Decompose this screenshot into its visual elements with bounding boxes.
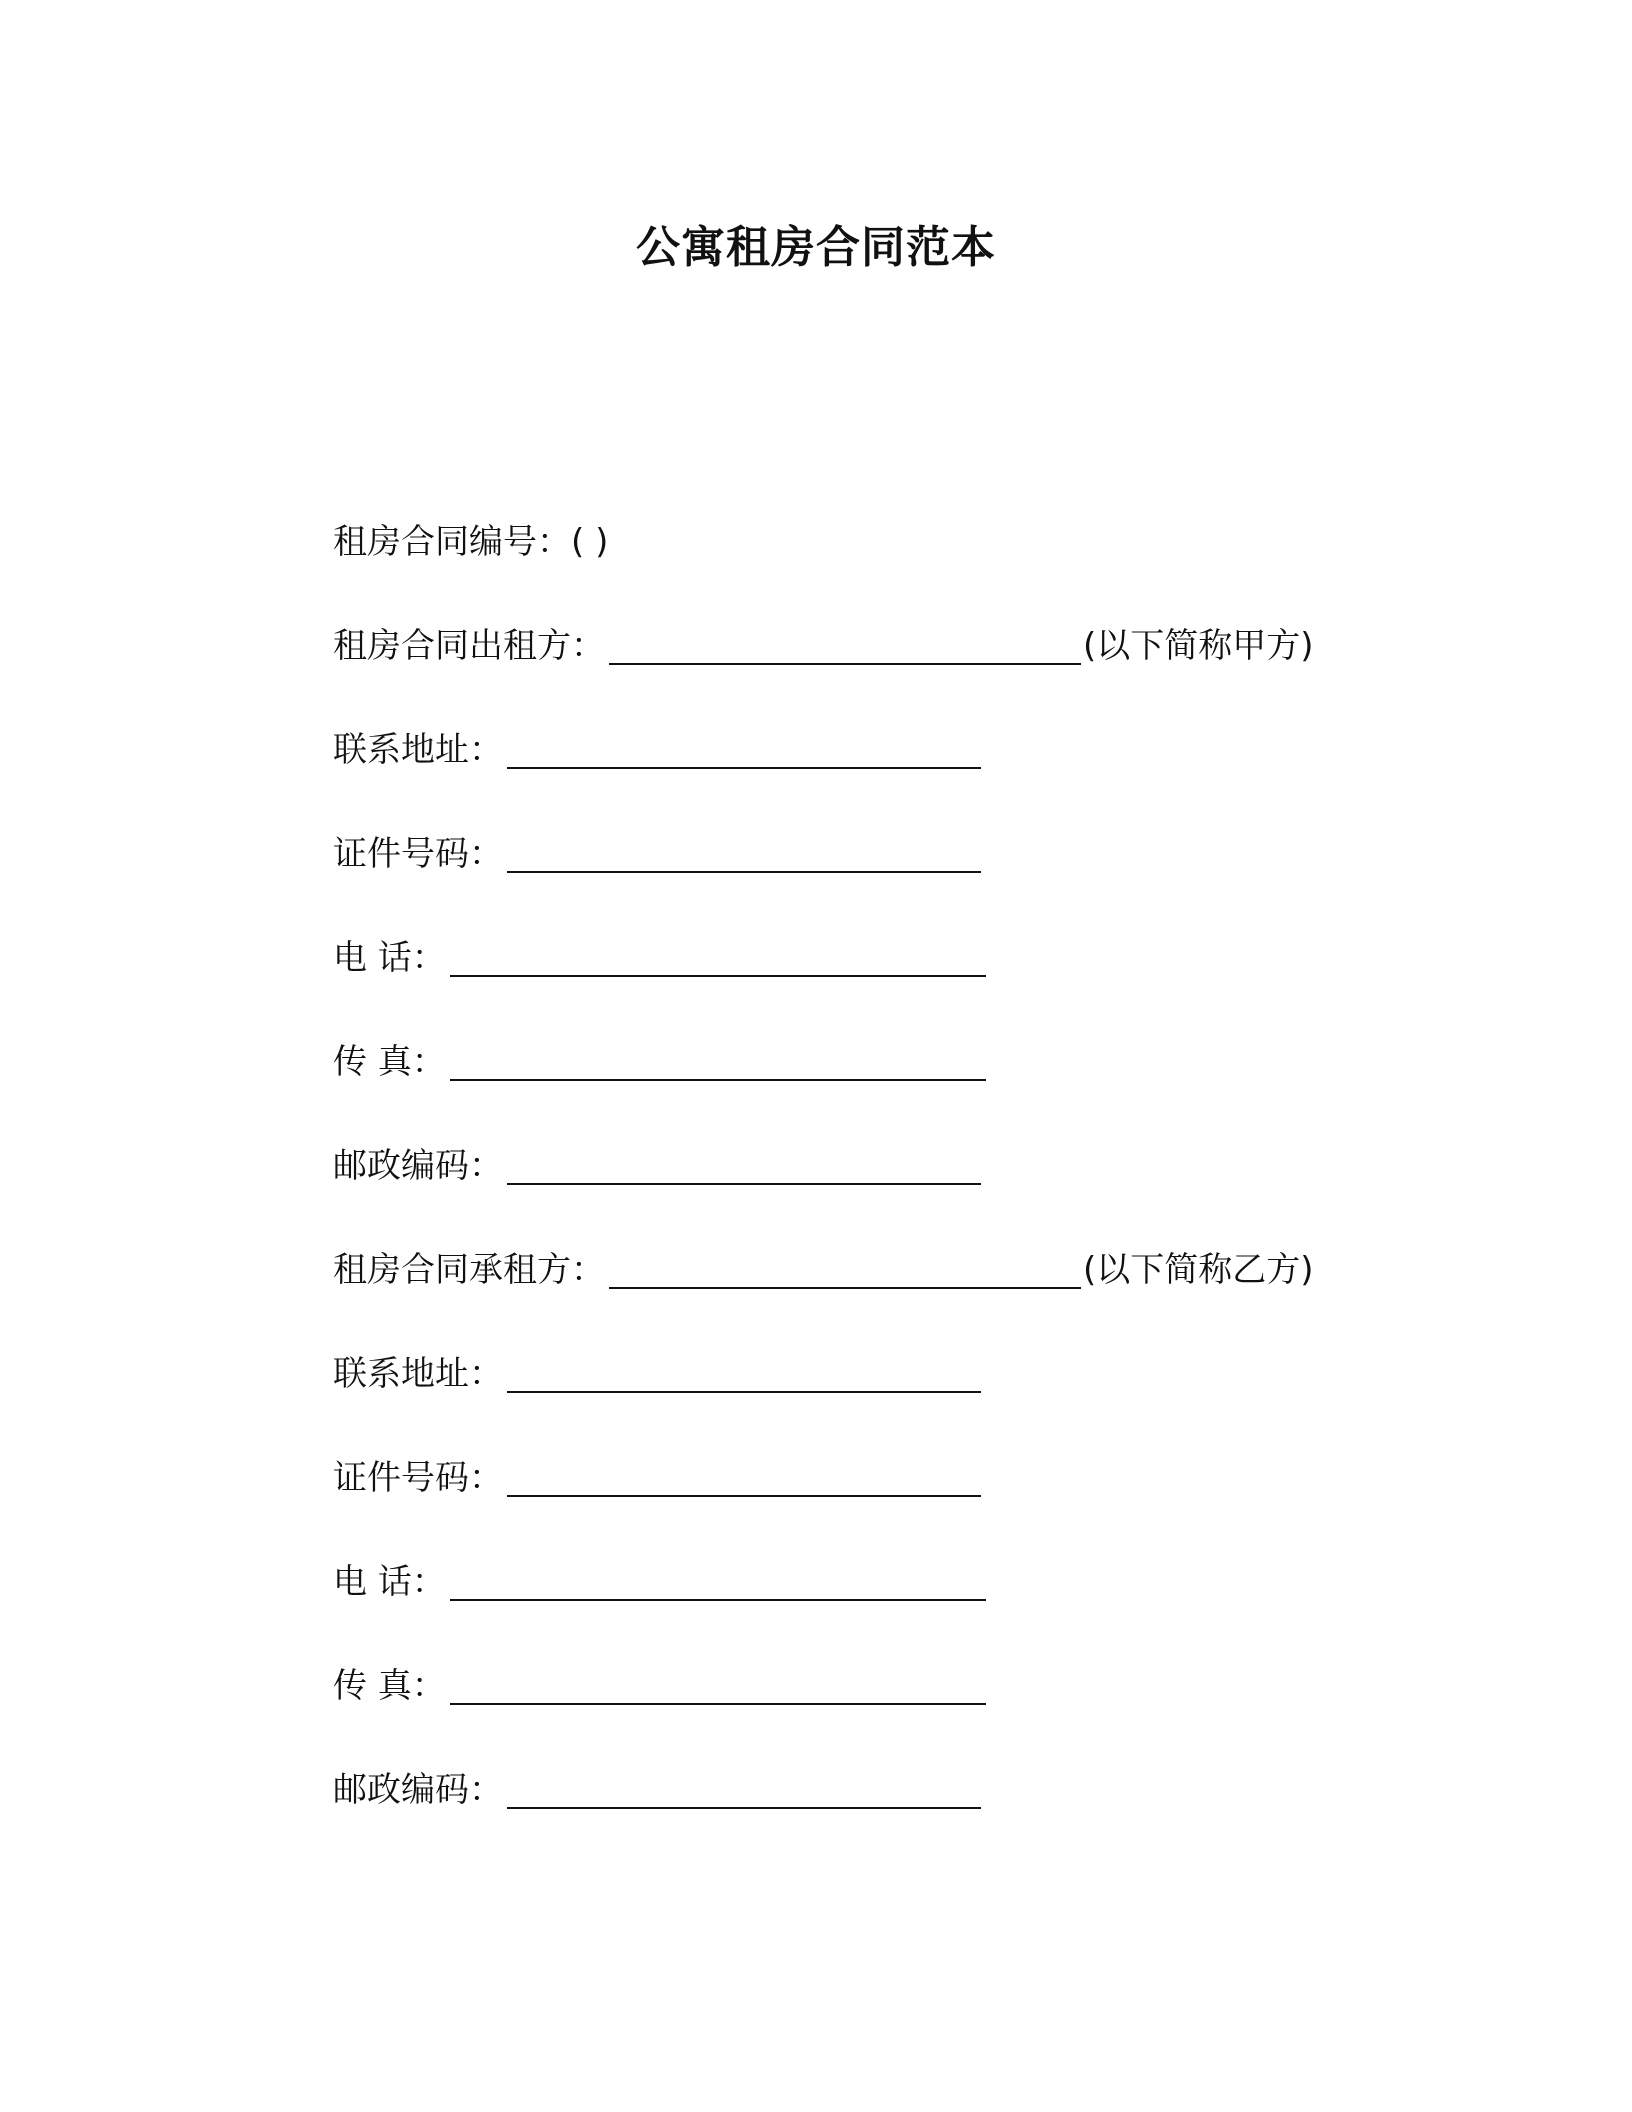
lessor-postcode-blank[interactable] — [507, 1147, 981, 1185]
lessee-address-line — [333, 1322, 1433, 1426]
lessor-address-line — [333, 698, 1433, 802]
lessor-id-label: 证件号码： — [333, 834, 503, 874]
lessee-label: 租房合同承租方： — [333, 1250, 605, 1290]
lessor-postcode-label: 邮政编码： — [333, 1146, 503, 1186]
lessor-address-blank[interactable] — [507, 731, 981, 769]
lessee-fax-label: 传 真： — [333, 1666, 446, 1706]
lessor-fax-label: 传 真： — [333, 1042, 446, 1082]
lessee-phone-label: 电 话： — [333, 1562, 446, 1602]
lessor-phone-line — [333, 906, 1433, 1010]
contract-number-line — [333, 490, 1433, 594]
lessor-id-line — [333, 802, 1433, 906]
lessor-fax-blank[interactable] — [450, 1043, 986, 1081]
lessee-postcode-line — [333, 1738, 1433, 1842]
lessor-label: 租房合同出租方： — [333, 626, 605, 666]
contract-fields — [333, 490, 1433, 1842]
lessee-blank[interactable] — [609, 1251, 1081, 1289]
lessor-phone-label: 电 话： — [333, 938, 446, 978]
lessee-postcode-label: 邮政编码： — [333, 1770, 503, 1810]
lessee-suffix: (以下简称乙方) — [1083, 1250, 1314, 1290]
lessee-phone-blank[interactable] — [450, 1563, 986, 1601]
lessor-address-label: 联系地址： — [333, 730, 503, 770]
lessee-phone-line — [333, 1530, 1433, 1634]
lessee-address-label: 联系地址： — [333, 1354, 503, 1394]
lessor-blank[interactable] — [609, 627, 1081, 665]
lessee-id-line — [333, 1426, 1433, 1530]
contract-number-label: 租房合同编号： — [333, 522, 571, 562]
lessee-address-blank[interactable] — [507, 1355, 981, 1393]
lessee-id-label: 证件号码： — [333, 1458, 503, 1498]
lessee-fax-blank[interactable] — [450, 1667, 986, 1705]
document-title: 公寓租房合同范本 — [636, 222, 996, 273]
lessee-fax-line — [333, 1634, 1433, 1738]
lessor-id-blank[interactable] — [507, 835, 981, 873]
lessee-postcode-blank[interactable] — [507, 1771, 981, 1809]
contract-number-value: ( ) — [571, 522, 609, 562]
lessee-line — [333, 1218, 1433, 1322]
lessor-line — [333, 594, 1433, 698]
lessor-postcode-line — [333, 1114, 1433, 1218]
lessor-suffix: (以下简称甲方) — [1083, 626, 1314, 666]
lessor-phone-blank[interactable] — [450, 939, 986, 977]
lessor-fax-line — [333, 1010, 1433, 1114]
lessee-id-blank[interactable] — [507, 1459, 981, 1497]
